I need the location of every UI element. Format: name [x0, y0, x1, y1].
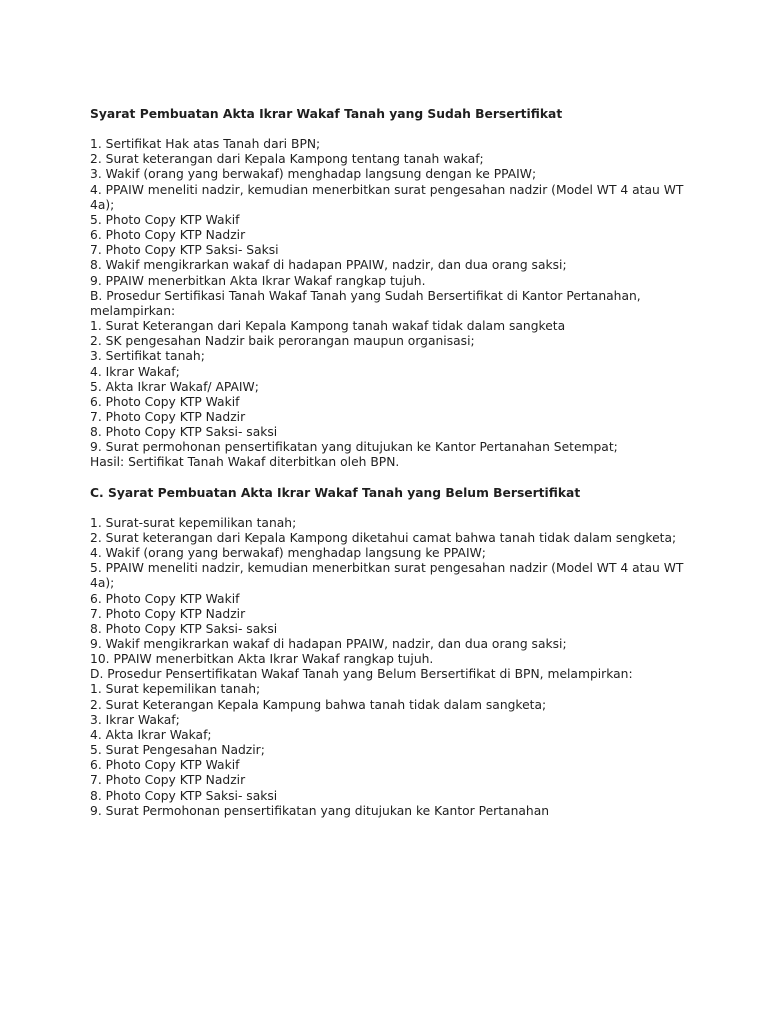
list-item: 6. Photo Copy KTP Wakif [90, 758, 240, 773]
list-item: 7. Photo Copy KTP Nadzir [90, 409, 246, 424]
section-heading: C. Syarat Pembuatan Akta Ikrar Wakaf Tanah yang Belum Bersertifikat [90, 485, 581, 500]
list-item: 5. Akta Ikrar Wakaf/ APAIW; [90, 379, 259, 394]
list-item: 2. SK pengesahan Nadzir baik perorangan maupun organisasi; [90, 334, 475, 349]
list-item: 6. Photo Copy KTP Wakif [90, 591, 240, 606]
list-item: 1. Surat Keterangan dari Kepala Kampong tanah wakaf tidak dalam sangketa [90, 319, 566, 334]
list-item: 1. Surat kepemilikan tanah; [90, 682, 261, 697]
list-item: 8. Wakif mengikrarkan wakaf di hadapan PPAIW, nadzir, dan dua orang saksi; [90, 258, 567, 273]
list-item: 2. Surat Keterangan Kepala Kampung bahwa tanah tidak dalam sangketa; [90, 697, 547, 712]
list-item: 7. Photo Copy KTP Nadzir [90, 773, 246, 788]
list-item: 8. Photo Copy KTP Saksi- saksi [90, 788, 278, 803]
subsection-heading: D. Prosedur Pensertifikatan Wakaf Tanah yang Belum Bersertifikat di BPN, melampirkan: [90, 667, 633, 682]
list-item: 1. Surat-surat kepemilikan tanah; [90, 515, 297, 530]
requirement-list [90, 516, 690, 819]
list-item: 2. Surat keterangan dari Kepala Kampong tentang tanah wakaf; [90, 152, 484, 167]
list-item: 9. Wakif mengikrarkan wakaf di hadapan PPAIW, nadzir, dan dua orang saksi; [90, 637, 567, 651]
document-page [90, 107, 690, 819]
list-item: 4. PPAIW meneliti nadzir, kemudian menerbitkan surat pengesahan nadzir (Model WT 4 atau WT 4a); [90, 182, 684, 212]
list-item: 1. Sertifikat Hak atas Tanah dari BPN; [90, 137, 321, 152]
list-item: 7. Photo Copy KTP Saksi- Saksi [90, 243, 279, 258]
list-item: 5. PPAIW meneliti nadzir, kemudian menerbitkan surat pengesahan nadzir (Model WT 4 atau WT 4a); [90, 561, 684, 591]
list-item: 6. Photo Copy KTP Wakif [90, 394, 240, 409]
list-item: 5. Photo Copy KTP Wakif [90, 212, 240, 227]
requirement-list [90, 137, 690, 470]
section-belum-bersertifikat [90, 486, 690, 819]
list-item: 8. Photo Copy KTP Saksi- saksi [90, 621, 278, 636]
list-item: 10. PPAIW menerbitkan Akta Ikrar Wakaf rangkap tujuh. [90, 652, 434, 667]
list-item: 2. Surat keterangan dari Kepala Kampong diketahui camat bahwa tanah tidak dalam sengketa; [90, 530, 677, 545]
list-item: 6. Photo Copy KTP Nadzir [90, 228, 246, 243]
result-line: Hasil: Sertifikat Tanah Wakaf diterbitkan oleh BPN. [90, 455, 400, 470]
list-item: 4. Ikrar Wakaf; [90, 364, 180, 379]
list-item: 3. Sertifikat tanah; [90, 349, 205, 364]
list-item: 9. Surat Permohonan pensertifikatan yang ditujukan ke Kantor Pertanahan [90, 803, 550, 818]
list-item: 7. Photo Copy KTP Nadzir [90, 606, 246, 621]
list-item: 4. Wakif (orang yang berwakaf) menghadap langsung ke PPAIW; [90, 546, 486, 561]
subsection-heading: B. Prosedur Sertifikasi Tanah Wakaf Tanah yang Sudah Bersertifikat di Kantor Pertanahan, melampirkan: [90, 288, 641, 318]
list-item: 9. PPAIW menerbitkan Akta Ikrar Wakaf rangkap tujuh. [90, 273, 426, 288]
list-item: 3. Ikrar Wakaf; [90, 712, 180, 727]
section-sudah-bersertifikat [90, 107, 690, 471]
section-heading: Syarat Pembuatan Akta Ikrar Wakaf Tanah yang Sudah Bersertifikat [90, 107, 563, 121]
list-item: 9. Surat permohonan pensertifikatan yang ditujukan ke Kantor Pertanahan Setempat; [90, 440, 618, 455]
list-item: 3. Wakif (orang yang berwakaf) menghadap langsung dengan ke PPAIW; [90, 167, 537, 182]
list-item: 5. Surat Pengesahan Nadzir; [90, 743, 265, 758]
list-item: 4. Akta Ikrar Wakaf; [90, 727, 212, 742]
list-item: 8. Photo Copy KTP Saksi- saksi [90, 425, 278, 440]
